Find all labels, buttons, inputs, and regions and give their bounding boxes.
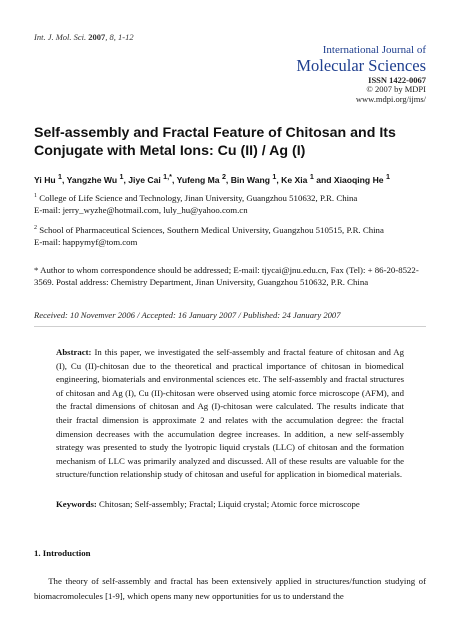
author-sup: 1 (309, 173, 314, 181)
author: Ke Xia (281, 174, 308, 185)
affiliation-2-text: School of Pharmaceutical Sciences, Southern Medical University, Guangzhou 510515, P.R. China (39, 225, 384, 235)
journal-ref-year: 2007 (88, 32, 106, 42)
author: Bin Wang (230, 174, 271, 185)
author: Jiye Cai (128, 174, 161, 185)
author-list: Yi Hu $^1$, Yangzhe Wu $^1$, Jiye Cai $^{1,*}$, Yufeng Ma $^2$, Bin Wang $^1$, Ke Xia $^1$ and Xiaoqing He $^1$ (34, 173, 390, 185)
introduction-paragraph (34, 574, 426, 604)
author: Yufeng Ma (176, 174, 220, 185)
paper-title: Self-assembly and Fractal Feature of Chitosan and Its Conjugate with Metal Ions: Cu (II) / Ag (I) (34, 125, 396, 160)
masthead-issn: ISSN 1422-0067 (368, 74, 426, 85)
journal-ref-name: Int. J. Mol. Sci. (34, 32, 87, 42)
affiliation-2 (34, 224, 426, 249)
journal-masthead (296, 44, 426, 105)
affiliation-1-sup: 1 (34, 193, 37, 200)
masthead-copyright: © 2007 by MDPI (366, 84, 426, 95)
journal-reference (34, 32, 134, 42)
author: Yangzhe Wu (66, 174, 118, 185)
masthead-journal-line: International Journal of (322, 44, 426, 56)
masthead-journal-name: Molecular Sciences (296, 55, 426, 75)
correspondence-note: * Author to whom correspondence should be addressed; E-mail: tjycai@jnu.edu.cn, Fax (Tel): + 86-20-8522-3569. Postal address: Chemistry Department, Jinan University, Guangzhou 510632, P.R. China (34, 265, 419, 288)
journal-ref-volume: , 8, 1-12 (105, 32, 134, 42)
affiliation-2-sup: 2 (34, 225, 37, 232)
author-sup: 1 (272, 173, 277, 181)
abstract (56, 346, 404, 482)
abstract-label: Abstract: (56, 347, 92, 357)
section-heading-introduction: 1. Introduction (34, 548, 91, 558)
affiliation-2-email: E-mail: happymyf@tom.com (34, 237, 138, 248)
keywords-text: Chitosan; Self-assembly; Fractal; Liquid crystal; Atomic force microscope (99, 499, 360, 509)
author-sup: 1 (119, 173, 124, 181)
affiliation-1-email: E-mail: jerry_wyzhe@hotmail.com, luly_hu@yahoo.com.cn (34, 205, 248, 216)
introduction-text: The theory of self-assembly and fractal has been extensively applied in structures/function studying of biomacromolecules [1-9], which opens many new opportunities for us to understand the (34, 576, 427, 601)
author-sup: 1 (58, 173, 63, 181)
keywords-label: Keywords: (56, 499, 97, 509)
keywords (56, 498, 404, 510)
publication-dates: Received: 10 Novemver 2006 / Accepted: 16 January 2007 / Published: 24 January 2007 (34, 310, 341, 320)
affiliation-1 (34, 192, 426, 217)
author-sup: 2 (221, 173, 226, 181)
author: Yi Hu (34, 174, 56, 185)
masthead-url[interactable]: www.mdpi.org/ijms/ (355, 94, 426, 105)
author-sup: 1 (385, 173, 390, 181)
author-sup: 1,* (163, 173, 172, 181)
header-divider (34, 326, 426, 327)
abstract-text: In this paper, we investigated the self-assembly and fractal feature of chitosan and Ag (I), Cu (II)-chitosan due to the theoretical and practical importance of chitosan in biomedical engineering, biomaterials and environmental sciences etc. The self-assembly and fractal structures of chitosan and Ag (I), Cu (II)-chitosan were observed using atomic force microscope (AFM), and the fractal dimensions of chitosan and Ag (I)-chitosan were calculated. The results indicate that their fractal dimension is approximate 2 and relates with the accumulation degree: the fractal dimension decreases with the accumulation degree increases. In addition, a new self-assembly strategy was presented to study the lyotropic liquid crystals (LLC) of chitosan and the formation mechanism of LLC was primarily analyzed and discussed. All of these results are valuable for the structure/function relationship study of chitosan and useful for application in biomedical materials. (56, 347, 404, 480)
author: Xiaoqing He (333, 174, 384, 185)
affiliation-1-text: College of Life Science and Technology, Jinan University, Guangzhou 510632, P.R. China (39, 193, 358, 203)
